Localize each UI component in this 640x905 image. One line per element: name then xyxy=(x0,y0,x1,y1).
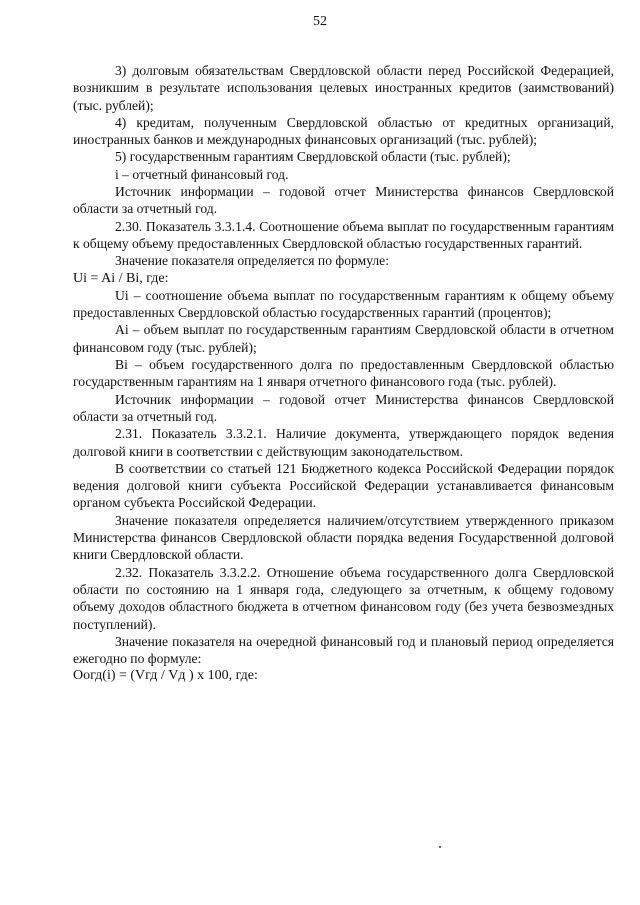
page-number: 52 xyxy=(313,14,327,29)
paragraph: 5) государственным гарантиям Свердловской области (тыс. рублей); xyxy=(115,149,511,165)
paragraph: i – отчетный финансовый год. xyxy=(115,166,289,182)
paragraph: 3) долговым обязательствам Свердловской области перед Российской Федерацией, возникшим в результате использования целевых иностранных кредитов (заимствований) (тыс. рублей); xyxy=(73,63,614,113)
paragraph: Значение показателя определяется по формуле: xyxy=(115,253,389,269)
formula-ui: Ui = Ai / Bi, где: xyxy=(73,270,169,286)
formula-oogd: Оогд(i) = (Vгд / Vд ) х 100, где: xyxy=(73,668,258,684)
paragraph: Значение показателя на очередной финансовый год и плановый период определяется ежегодно по формуле: xyxy=(73,633,614,667)
paragraph: Ai – объем выплат по государственным гарантиям Свердловской области в отчетном финансовом году (тыс. рублей); xyxy=(73,322,614,355)
paragraph: 4) кредитам, полученным Свердловской областью от кредитных организаций, иностранных банков и международных финансовых организаций (тыс. рублей); xyxy=(73,114,614,148)
paragraph: Значение показателя определяется наличием/отсутствием утвержденного приказом Министерства финансов Свердловской области порядка ведения Государственной долговой книги Свердловской области. xyxy=(73,512,614,563)
document-body xyxy=(73,62,614,685)
paragraph: Источник информации – годовой отчет Министерства финансов Свердловской области за отчетный год. xyxy=(73,391,614,424)
paragraph: Источник информации – годовой отчет Министерства финансов Свердловской области за отчетный год. xyxy=(73,184,614,217)
paragraph: 2.31. Показатель 3.3.2.1. Наличие документа, утверждающего порядок ведения долговой книги в соответствии с действующим законодательством. xyxy=(73,426,614,459)
paragraph: Ui – соотношение объема выплат по государственным гарантиям к общему объему предоставленных Свердловской областью государственных гарантий (процентов); xyxy=(73,287,614,321)
paragraph: 2.32. Показатель 3.3.2.2. Отношение объема государственного долга Свердловской области по состоянию на 1 января года, следующего за отчетным, к общему годовому объему доходов областного бюджета в отчетном финансовом году (без учета безвозмездных поступлений). xyxy=(73,564,614,632)
scan-speck xyxy=(439,846,441,848)
paragraph: Bi – объем государственного долга по предоставленным Свердловской областью государственным гарантиям на 1 января отчетного финансового года (тыс. рублей). xyxy=(73,357,614,390)
paragraph: В соответствии со статьей 121 Бюджетного кодекса Российской Федерации порядок ведения долговой книги субъекта Российской Федерации устанавливается финансовым органом субъекта Российской Федерации. xyxy=(73,460,614,511)
paragraph: 2.30. Показатель 3.3.1.4. Соотношение объема выплат по государственным гарантиям к общему объему предоставленных Свердловской областью государственных гарантий. xyxy=(73,218,614,251)
